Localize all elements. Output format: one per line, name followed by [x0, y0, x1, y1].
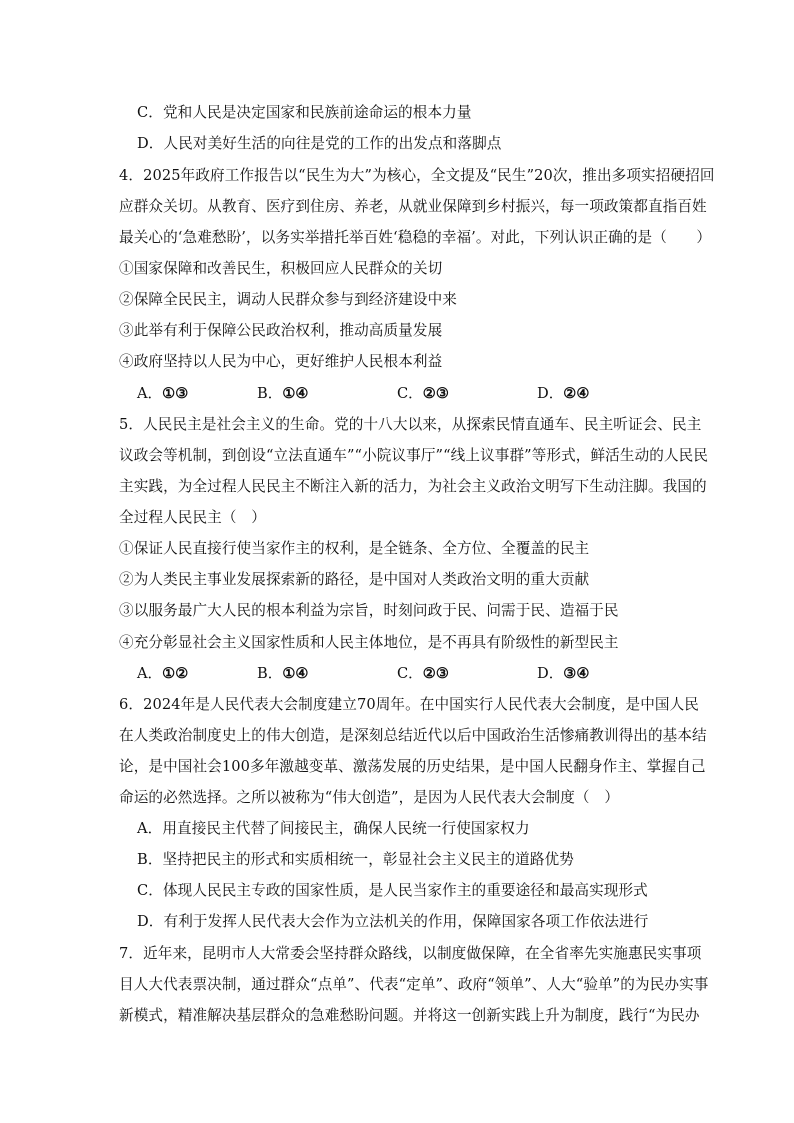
q4-option-b[interactable]: B．①④ — [257, 385, 309, 402]
q5-stem-line-4: 全过程人民民主（ ） — [119, 509, 266, 526]
q6-stem-line-4: 命运的必然选择。之所以被称为“伟大创造”，是因为人民代表大会制度（ ） — [119, 789, 620, 806]
q4-stem-line-1: 4．2025年政府工作报告以“民生为大”为核心，全文提及“民生”20次，推出多项实招硬招回 — [119, 167, 715, 184]
q4-item-4: ④政府坚持以人民为中心，更好维护人民根本利益 — [119, 353, 443, 370]
q6-option-b[interactable]: B．坚持把民主的形式和实质相统一，彰显社会主义民主的道路优势 — [137, 851, 574, 868]
q4-option-a[interactable]: A．①③ — [137, 385, 189, 402]
prev-option-d: D．人民对美好生活的向往是党的工作的出发点和落脚点 — [137, 135, 502, 152]
q4-stem-line-2: 应群众关切。从教育、医疗到住房、养老，从就业保障到乡村振兴，每一项政策都直指百姓 — [119, 198, 707, 215]
q7-stem-line-3: 新模式，精准解决基层群众的急难愁盼问题。并将这一创新实践上升为制度，践行“为民办 — [119, 1007, 700, 1024]
q6-option-d[interactable]: D．有利于发挥人民代表大会作为立法机关的作用，保障国家各项工作依法进行 — [137, 913, 649, 930]
q5-item-4: ④充分彰显社会主义国家性质和人民主体地位，是不再具有阶级性的新型民主 — [119, 634, 619, 651]
q6-stem-line-1: 6．2024年是人民代表大会制度建立70周年。在中国实行人民代表大会制度，是中国人民 — [119, 696, 699, 713]
q4-stem-line-3: 最关心的‘急难愁盼’，以务实举措托举百姓‘稳稳的幸福’。对此，下列认识正确的是（ ） — [119, 229, 712, 246]
q5-stem-line-3: 主实践，为全过程人民民主不断注入新的活力，为社会主义政治文明写下生动注脚。我国的 — [119, 478, 707, 495]
q7-stem-line-1: 7．近年来，昆明市人大常委会坚持群众路线，以制度做保障，在全省率先实施惠民实事项 — [119, 945, 702, 962]
q4-item-3: ③此举有利于保障公民政治权利，推动高质量发展 — [119, 322, 443, 339]
q5-stem-line-2: 议政会等机制，到创设“立法直通车”“小院议事厅”“线上议事群”等形式，鲜活生动的人民民 — [119, 447, 709, 464]
q6-option-c[interactable]: C．体现人民民主专政的国家性质，是人民当家作主的重要途径和最高实现形式 — [137, 882, 648, 899]
q5-item-3: ③以服务最广大人民的根本利益为宗旨，时刻问政于民、问需于民、造福于民 — [119, 602, 619, 619]
q4-option-d[interactable]: D．②④ — [537, 385, 590, 402]
q5-item-1: ①保证人民直接行使当家作主的权利，是全链条、全方位、全覆盖的民主 — [119, 540, 590, 557]
q7-stem-line-2: 目人大代表票决制，通过群众“点单”、代表“定单”、政府“领单”、人大“验单”的为民办实事 — [119, 976, 709, 993]
q6-option-a[interactable]: A．用直接民主代替了间接民主，确保人民统一行使国家权力 — [137, 820, 530, 837]
q5-option-d[interactable]: D．③④ — [537, 665, 590, 682]
q4-item-1: ①国家保障和改善民生，积极回应人民群众的关切 — [119, 260, 443, 277]
q4-item-2: ②保障全民民主，调动人民群众参与到经济建设中来 — [119, 291, 457, 308]
q5-option-b[interactable]: B．①④ — [257, 665, 309, 682]
q5-option-c[interactable]: C．②③ — [397, 665, 449, 682]
q5-item-2: ②为人类民主事业发展探索新的路径，是中国对人类政治文明的重大贡献 — [119, 571, 590, 588]
q6-stem-line-2: 在人类政治制度史上的伟大创造，是深刻总结近代以后中国政治生活惨痛教训得出的基本结 — [119, 727, 707, 744]
prev-option-c: C．党和人民是决定国家和民族前途命运的根本力量 — [137, 104, 472, 121]
q5-stem-line-1: 5．人民民主是社会主义的生命。党的十八大以来，从探索民情直通车、民主听证会、民主 — [119, 416, 702, 433]
q6-stem-line-3: 论，是中国社会100多年激越变革、激荡发展的历史结果，是中国人民翻身作主、掌握自己 — [119, 758, 706, 775]
q4-option-c[interactable]: C．②③ — [397, 385, 449, 402]
q5-option-a[interactable]: A．①② — [137, 665, 189, 682]
